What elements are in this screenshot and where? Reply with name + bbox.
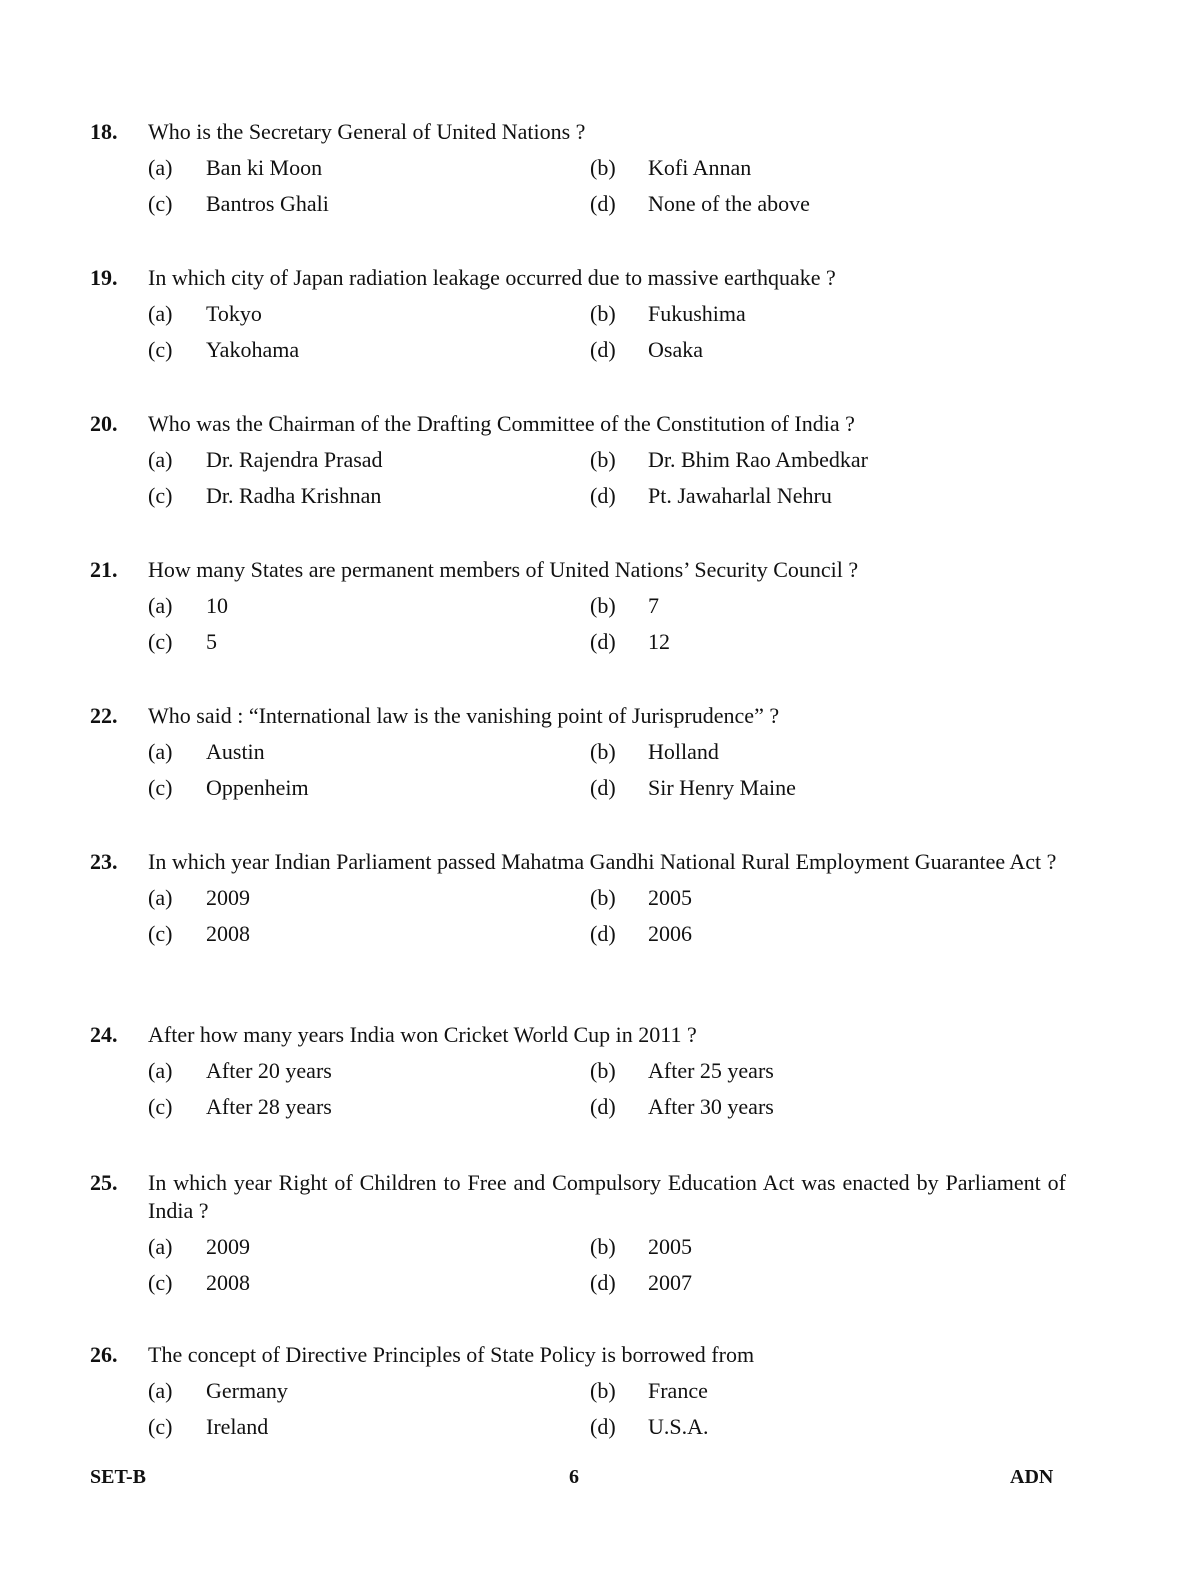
option-b (590, 1377, 1066, 1405)
option-text: Ireland (206, 1414, 269, 1439)
option-c (148, 1413, 590, 1441)
option-a (148, 1233, 590, 1261)
question-26 (90, 1341, 1066, 1441)
option-label: (a) (148, 739, 173, 764)
option-label: (b) (590, 739, 616, 764)
option-text: After 25 years (648, 1058, 774, 1083)
option-label: (c) (148, 775, 173, 800)
option-c (148, 920, 590, 948)
option-b (590, 446, 1066, 474)
option-b (590, 1233, 1066, 1261)
question-number: 26. (90, 1342, 118, 1367)
option-text: France (648, 1378, 708, 1403)
question-number: 22. (90, 703, 118, 728)
question-number: 18. (90, 119, 118, 144)
paper-code: ADN (1010, 1466, 1054, 1488)
option-label: (c) (148, 1414, 173, 1439)
option-d (590, 1269, 1066, 1297)
option-text: Osaka (648, 337, 703, 362)
question-20 (90, 410, 1066, 510)
option-label: (b) (590, 1234, 616, 1259)
question-text: After how many years India won Cricket World Cup in 2011 ? (148, 1022, 697, 1047)
question-18 (90, 118, 1066, 218)
option-d (590, 628, 1066, 656)
option-label: (c) (148, 1094, 173, 1119)
option-label: (d) (590, 1270, 616, 1295)
option-text: Ban ki Moon (206, 155, 323, 180)
option-label: (a) (148, 885, 173, 910)
option-text: 2009 (206, 1234, 250, 1259)
question-24 (90, 1021, 1066, 1121)
option-text: Bantros Ghali (206, 191, 329, 216)
question-21 (90, 556, 1066, 656)
set-code: SET-B (90, 1466, 146, 1488)
question-text: The concept of Directive Principles of State Policy is borrowed from (148, 1342, 755, 1367)
question-19 (90, 264, 1066, 364)
question-22 (90, 702, 1066, 802)
option-text: 5 (206, 629, 217, 654)
option-label: (b) (590, 593, 616, 618)
option-label: (a) (148, 447, 173, 472)
option-text: 2007 (648, 1270, 692, 1295)
option-label: (c) (148, 629, 173, 654)
question-number: 25. (90, 1170, 118, 1195)
option-text: None of the above (648, 191, 810, 216)
option-label: (c) (148, 483, 173, 508)
option-text: Pt. Jawaharlal Nehru (648, 483, 832, 508)
question-text: In which year Right of Children to Free and Compulsory Education Act was enacted by Parliament of India ? (148, 1170, 1066, 1223)
options (148, 300, 1066, 364)
option-c (148, 336, 590, 364)
question-text: Who said : “International law is the vanishing point of Jurisprudence” ? (148, 703, 780, 728)
option-text: Fukushima (648, 301, 746, 326)
option-b (590, 884, 1066, 912)
options (148, 738, 1066, 802)
option-text: 12 (648, 629, 670, 654)
option-a (148, 154, 590, 182)
option-label: (c) (148, 1270, 173, 1295)
option-text: After 20 years (206, 1058, 332, 1083)
option-label: (d) (590, 1094, 616, 1119)
option-c (148, 628, 590, 656)
option-a (148, 1057, 590, 1085)
option-text: 2005 (648, 1234, 692, 1259)
option-text: Oppenheim (206, 775, 309, 800)
option-d (590, 482, 1066, 510)
option-text: Austin (206, 739, 265, 764)
question-text: Who is the Secretary General of United Nations ? (148, 119, 586, 144)
question-number: 20. (90, 411, 118, 436)
option-text: After 30 years (648, 1094, 774, 1119)
options (148, 1233, 1066, 1297)
option-label: (a) (148, 593, 173, 618)
question-number: 23. (90, 849, 118, 874)
option-label: (b) (590, 301, 616, 326)
option-text: 2008 (206, 921, 250, 946)
options (148, 592, 1066, 656)
question-text: In which year Indian Parliament passed Mahatma Gandhi National Rural Employment Guarantee Act ? (148, 849, 1057, 874)
option-label: (d) (590, 337, 616, 362)
option-label: (b) (590, 155, 616, 180)
option-d (590, 774, 1066, 802)
option-label: (c) (148, 921, 173, 946)
option-label: (b) (590, 1378, 616, 1403)
option-b (590, 592, 1066, 620)
option-text: Dr. Bhim Rao Ambedkar (648, 447, 868, 472)
options (148, 446, 1066, 510)
option-d (590, 190, 1066, 218)
option-text: 2006 (648, 921, 692, 946)
option-c (148, 774, 590, 802)
question-23 (90, 848, 1066, 948)
options (148, 1377, 1066, 1441)
option-text: Kofi Annan (648, 155, 752, 180)
option-a (148, 738, 590, 766)
option-label: (d) (590, 191, 616, 216)
option-label: (b) (590, 885, 616, 910)
option-d (590, 336, 1066, 364)
option-c (148, 190, 590, 218)
option-label: (d) (590, 921, 616, 946)
option-c (148, 482, 590, 510)
option-label: (b) (590, 447, 616, 472)
question-number: 24. (90, 1022, 118, 1047)
option-a (148, 300, 590, 328)
option-label: (d) (590, 629, 616, 654)
option-label: (a) (148, 301, 173, 326)
option-label: (a) (148, 1378, 173, 1403)
option-d (590, 1413, 1066, 1441)
option-c (148, 1269, 590, 1297)
option-b (590, 1057, 1066, 1085)
option-text: Yakohama (206, 337, 300, 362)
options (148, 884, 1066, 948)
option-label: (d) (590, 1414, 616, 1439)
option-text: After 28 years (206, 1094, 332, 1119)
option-d (590, 1093, 1066, 1121)
option-a (148, 884, 590, 912)
option-text: 2005 (648, 885, 692, 910)
options (148, 154, 1066, 218)
option-d (590, 920, 1066, 948)
question-text: Who was the Chairman of the Drafting Committee of the Constitution of India ? (148, 411, 855, 436)
option-text: 2008 (206, 1270, 250, 1295)
option-label: (b) (590, 1058, 616, 1083)
question-number: 21. (90, 557, 118, 582)
option-text: Holland (648, 739, 719, 764)
option-b (590, 300, 1066, 328)
option-label: (a) (148, 1234, 173, 1259)
option-text: U.S.A. (648, 1414, 709, 1439)
option-label: (c) (148, 191, 173, 216)
option-label: (c) (148, 337, 173, 362)
option-a (148, 446, 590, 474)
options (148, 1057, 1066, 1121)
option-text: 10 (206, 593, 228, 618)
question-number: 19. (90, 265, 118, 290)
option-text: Dr. Rajendra Prasad (206, 447, 383, 472)
option-b (590, 154, 1066, 182)
question-text: In which city of Japan radiation leakage occurred due to massive earthquake ? (148, 265, 836, 290)
option-text: Germany (206, 1378, 288, 1403)
option-label: (a) (148, 155, 173, 180)
option-a (148, 592, 590, 620)
page-number: 6 (569, 1466, 579, 1488)
option-c (148, 1093, 590, 1121)
option-text: Tokyo (206, 301, 262, 326)
option-label: (d) (590, 775, 616, 800)
question-text: How many States are permanent members of United Nations’ Security Council ? (148, 557, 859, 582)
option-label: (d) (590, 483, 616, 508)
option-label: (a) (148, 1058, 173, 1083)
option-b (590, 738, 1066, 766)
question-25 (90, 1169, 1066, 1297)
option-text: Dr. Radha Krishnan (206, 483, 382, 508)
option-a (148, 1377, 590, 1405)
option-text: 2009 (206, 885, 250, 910)
option-text: Sir Henry Maine (648, 775, 796, 800)
option-text: 7 (648, 593, 659, 618)
